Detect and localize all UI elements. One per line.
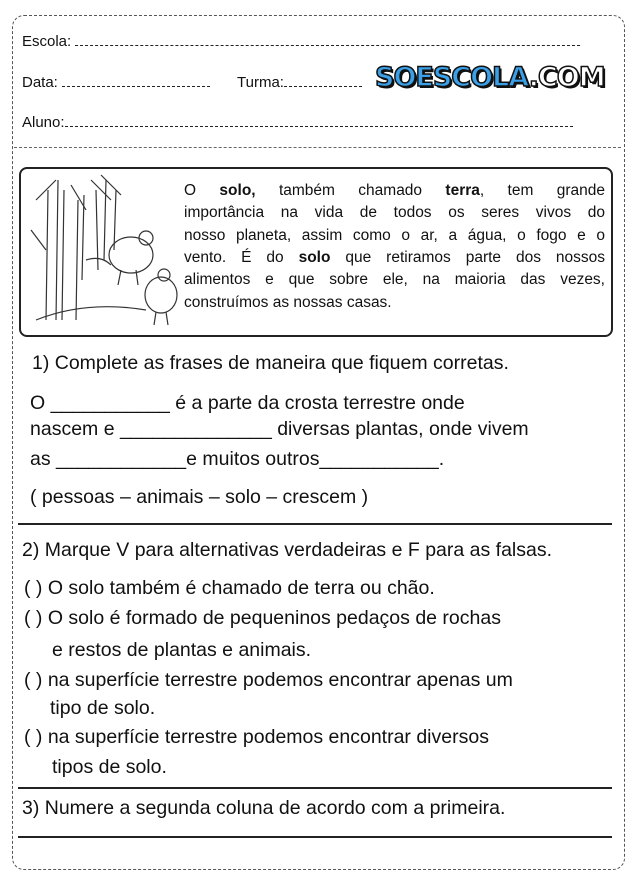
q2-item: ( ) O solo também é chamado de terra ou chão. bbox=[24, 577, 435, 599]
data-field[interactable] bbox=[22, 74, 210, 91]
data-label: Data: bbox=[22, 74, 58, 91]
turma-label: Turma: bbox=[237, 74, 284, 91]
intro-line bbox=[184, 180, 605, 202]
q2-item-continued: e restos de plantas e animais. bbox=[52, 639, 312, 661]
aluno-label: Aluno: bbox=[22, 114, 65, 131]
aluno-field[interactable] bbox=[22, 114, 573, 131]
soescola-logo: SOESCOLA.COM bbox=[375, 62, 605, 93]
escola-label: Escola: bbox=[22, 33, 72, 50]
text-segment: que retiramos parte dos nossos bbox=[330, 248, 605, 266]
text-segment: nosso planeta, assim como o ar, a água, o fogo e o bbox=[184, 226, 605, 244]
bold-term: terra bbox=[445, 182, 480, 199]
intro-line bbox=[184, 269, 605, 291]
section-rule bbox=[18, 836, 612, 838]
data-line bbox=[62, 74, 210, 87]
q1-sentence-line: nascem e ______________ diversas plantas, onde vivem bbox=[30, 418, 529, 440]
intro-line bbox=[184, 292, 605, 314]
intro-line bbox=[184, 247, 605, 269]
text-segment: O bbox=[184, 182, 220, 199]
q2-item: ( ) O solo é formado de pequeninos pedaços de rochas bbox=[24, 607, 501, 629]
text-segment: vento. É do bbox=[184, 248, 299, 266]
aluno-line bbox=[65, 114, 573, 127]
section-rule bbox=[18, 523, 612, 525]
intro-line bbox=[184, 202, 605, 224]
q2-item: ( ) na superfície terrestre podemos encontrar apenas um bbox=[24, 669, 513, 691]
q2-title: 2) Marque V para alternativas verdadeiras e F para as falsas. bbox=[22, 539, 553, 561]
q1-word-options: ( pessoas – animais – solo – crescem ) bbox=[30, 486, 369, 508]
turma-line bbox=[284, 74, 362, 87]
text-segment: construímos as nossas casas. bbox=[184, 293, 392, 311]
q1-sentence-line: O ___________ é a parte da crosta terrestre onde bbox=[30, 392, 465, 414]
q1-sentence-line: as ____________e muitos outros___________. bbox=[30, 448, 445, 470]
header-divider bbox=[14, 147, 621, 148]
escola-field[interactable] bbox=[22, 33, 580, 50]
q2-item-continued: tipos de solo. bbox=[52, 756, 167, 778]
trees-and-hens-illustration-icon bbox=[26, 170, 186, 330]
text-segment: , tem grande bbox=[479, 182, 605, 199]
text-segment: alimentos e que sobre ele, na maioria das vezes, bbox=[184, 271, 605, 289]
escola-line bbox=[75, 33, 580, 46]
section-rule bbox=[18, 787, 612, 789]
q1-title: 1) Complete as frases de maneira que fiquem corretas. bbox=[32, 352, 509, 374]
bold-term: solo, bbox=[219, 182, 256, 199]
intro-line bbox=[184, 225, 605, 247]
turma-field[interactable] bbox=[237, 74, 362, 91]
q2-item-continued: tipo de solo. bbox=[50, 697, 156, 719]
q3-title: 3) Numere a segunda coluna de acordo com a primeira. bbox=[22, 797, 506, 819]
bold-term: solo bbox=[298, 248, 331, 266]
text-segment: também chamado bbox=[255, 182, 446, 199]
text-segment: importância na vida de todos os seres vivos do bbox=[184, 204, 605, 222]
q2-item: ( ) na superfície terrestre podemos encontrar diversos bbox=[24, 726, 489, 748]
